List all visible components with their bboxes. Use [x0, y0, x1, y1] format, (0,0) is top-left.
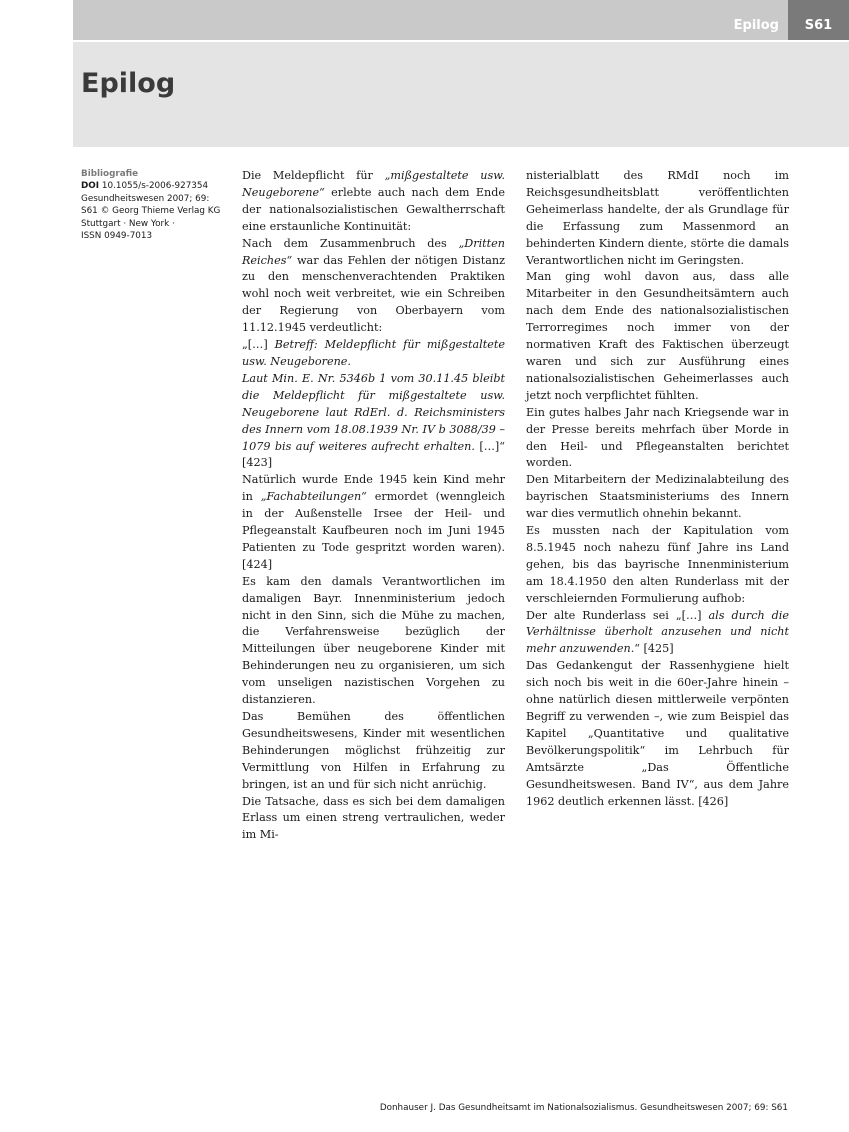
text-column-left [242, 168, 505, 844]
paragraph: Es kam den damals Verantwortlichen im damaligen Bayr. Innenministerium jedoch nicht in den Sinn, sich die Mühe zu machen, die Verfahrensweise bezüglich der Mitteilungen über neugeborene Kinder mit Behinderungen neu zu organisieren, um sich vom unseligen nazistischen Vorgehen zu distanzieren. [242, 574, 505, 707]
paragraph: Das Gedankengut der Rassenhygiene hielt sich noch bis weit in die 60er-Jahre hinein – ohne natürlich diesen mittlerweile verpönten Begriff zu verwenden –, wie zum Beispiel das Kapitel „Quantitative und qualitative Bevölkerungspolitik“ im Lehrbuch für Amtsärzte „Das Öffentliche Gesundheitswesen. Band IV“, aus dem Jahre 1962 deutlich erkennen lässt. [426] [526, 659, 789, 808]
quote-paragraph: „[…] Betreff: Meldepflicht für mißgestaltete usw. Neugeborene. [242, 338, 505, 368]
paragraph: Das Bemühen des öffentlichen Gesundheitswesens, Kinder mit wesentlichen Behinderungen möglichst frühzeitig zur Vermittlung von Hilfen in Erfahrung zu bringen, ist an und für sich nicht anrüchig. [242, 710, 505, 791]
quote-paragraph: Der alte Runderlass sei „[…] als durch die Verhältnisse überholt anzusehen und nicht mehr anzuwenden.“ [425] [526, 608, 789, 656]
paragraph: Es mussten nach der Kapitulation vom 8.5.1945 noch nahezu fünf Jahre ins Land gehen, bis das bayrische Innenministerium am 18.4.1950 den alten Runderlass mit der verschleiernden Formulierung aufhob: [526, 524, 789, 605]
page-title: Epilog [81, 68, 176, 99]
paragraph: Die Meldepflicht für „mißgestaltete usw. Neugeborene“ erlebte auch nach dem Ende der nationalsozialistischen Gewaltherrschaft eine erstaunliche Kontinuität: [242, 169, 506, 233]
bibliography-copyright: S61 © Georg Thieme Verlag KG [81, 206, 221, 217]
paragraph: Natürlich wurde Ende 1945 kein Kind mehr in „Fachabteilungen“ ermordet (wenngleich in der Außenstelle Irsee der Heil- und Pflegeanstalt Kaufbeuren noch im Juni 1945 Patienten zu Tode gespritzt worden waren). [424] [242, 473, 506, 571]
title-band [73, 42, 849, 147]
bibliography-journal: Gesundheitswesen 2007; 69: [81, 193, 210, 204]
paragraph: nisterialblatt des RMdI noch im Reichsgesundheitsblatt veröffentlichten Geheimerlass handelte, der als Grundlage für die Erfassung zum Massenmord an behinderten Kindern diente, störte die damals Verantwortlichen nicht im Geringsten. [526, 169, 789, 267]
running-header-section: Epilog [733, 18, 779, 33]
paragraph: Man ging wohl davon aus, dass alle Mitarbeiter in den Gesundheitsämtern auch nach dem Ende des nationalsozialistischen Terrorregimes noch immer von der normativen Kraft des Faktischen überzeugt waren und sich zur Ausführung eines nationalsozialistischen Geheimerlasses auch jetzt noch verpflichtet fühlten. [526, 270, 789, 402]
bibliography-heading: Bibliografie [81, 169, 139, 179]
bibliography-location: Stuttgart · New York · [81, 218, 175, 229]
doi-value: 10.1055/s-2006-927354 [101, 181, 209, 192]
page-footer: Donhauser J. Das Gesundheitsamt im Nationalsozialismus. Gesundheitswesen 2007; 69: S61 [379, 1103, 788, 1113]
page-number-badge: S61 [788, 0, 849, 40]
running-header [73, 0, 849, 40]
doi-label: DOI [81, 181, 100, 192]
paragraph: Die Tatsache, dass es sich bei dem damaligen Erlass um einen streng vertraulichen, weder im Mi- [242, 794, 505, 842]
bibliography-box [81, 168, 231, 242]
paragraph: Nach dem Zusammenbruch des „Dritten Reiches“ war das Fehlen der nötigen Distanz zu den menschenverachtenden Praktiken wohl noch weit verbreitet, wie ein Schreiben der Regierung von Oberbayern vom 11.12.1945 verdeutlicht: [242, 236, 505, 335]
paragraph: Den Mitarbeitern der Medizinalabteilung des bayrischen Staatsministeriums des Innern war dies vermutlich ohnehin bekannt. [526, 473, 789, 521]
quote-paragraph: Laut Min. E. Nr. 5346b 1 vom 30.11.45 bleibt die Meldepflicht für mißgestaltete usw. Neugeborene laut RdErl. d. Reichsministers des Innern vom 18.08.1939 Nr. IV b 3088/39 – 1079 bis auf weiteres aufrecht erhalten. […]“ [423] [242, 371, 505, 470]
bibliography-issn: ISSN 0949-7013 [81, 231, 153, 242]
paragraph: Ein gutes halbes Jahr nach Kriegsende war in der Presse bereits mehrfach über Morde in den Heil- und Pflegeanstalten berichtet worden. [526, 405, 789, 470]
text-column-right [526, 168, 789, 810]
bibliography-doi-line [81, 180, 231, 192]
